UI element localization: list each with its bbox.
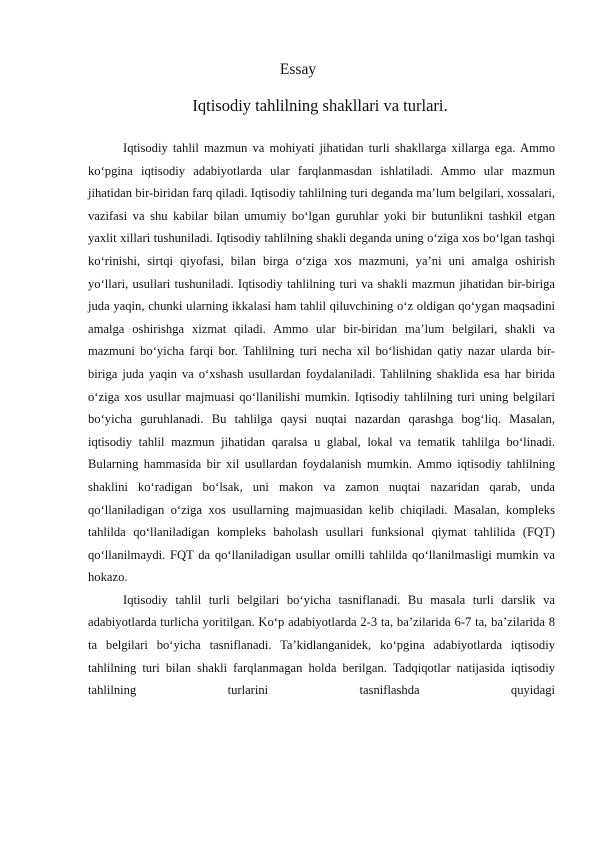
essay-heading: Essay bbox=[279, 61, 317, 78]
essay-body bbox=[88, 137, 555, 702]
essay-title: Iqtisodiy tahlilning shakllari va turlari. bbox=[192, 96, 448, 115]
paragraph: Iqtisodiy tahlil mazmun va mohiyati jihatidan turli shakllarga xillarga ega. Ammo ko‘pgina iqtisodiy adabiyotlarda ular farqlanmasdan ishlatiladi. Ammo ular mazmun jihatidan bir-biridan farq qiladi. Iqtisodiy tahlilning turi deganda ma’lum belgilari, xossalari, vazifasi va shu kabilar bilan umumiy bo‘lgan guruhlar yoki bir butunlikni tashkil etgan yaxlit xillari tushuniladi. Iqtisodiy tahlilning shakli deganda uning o‘ziga xos bo‘lgan tashqi ko‘rinishi, sirtqi qiyofasi, bilan birga o‘ziga xos mazmuni, ya’ni uni amalga oshirish yo‘llari, usullari tushuniladi. Iqtisodiy tahlilning turi va shakli mazmun jihatidan bir-biriga juda yaqin, chunki ularning ikkalasi ham tahlil qiluvchining o‘z oldigan qo‘ygan maqsadini amalga oshirishga xizmat qiladi. Ammo ular bir-biridan ma’lum belgilari, shakli va mazmuni bo‘yicha farqi bor. Tahlilning turi necha xil bo‘lishidan qatiy nazar ularda bir-biriga juda yaqin va o‘xshash usullardan foydalaniladi. Tahlilning shaklida esa har birida o‘ziga xos usullar majmuasi qo‘llanilishi mumkin. Iqtisodiy tahlilning turi uning belgilari bo‘yicha guruhlanadi. Bu tahlilga qaysi nuqtai nazardan qarashga bog‘liq. Masalan, iqtisodiy tahlil mazmun jihatidan qaralsa u glabal, lokal va tematik tahlilga bo‘linadi. Bularning hammasida bir xil usullardan foydalanish mumkin. Ammo iqtisodiy tahlilning shaklini ko‘radigan bo‘lsak, uni makon va zamon nuqtai nazaridan qarab, unda qo‘llaniladigan o‘ziga xos usullarning majmuasidan kelib chiqiladi. Masalan, kompleks tahlilda qo‘llaniladigan kompleks baholash usullari funksional qiymat tahlilida (FQT) qo‘llanilmaydi. FQT da qo‘llaniladigan usullar omilli tahlilda qo‘llanilmasligi mumkin va hokazo. bbox=[88, 141, 555, 585]
paragraph: Iqtisodiy tahlil turli belgilari bo‘yicha tasniflanadi. Bu masala turli darslik va adabiyotlarda turlicha yoritilgan. Ko‘p adabiyotlarda 2-3 ta, ba’zilarida 6-7 ta, ba’zilarida 8 ta belgilari bo‘yicha tasniflanadi. Ta’kidlanganidek, ko‘pgina adabiyotlarda iqtisodiy tahlilning turi bilan shakli farqlanmagan holda berilgan. Tadqiqotlar natijasida iqtisodiy tahlilning turlarini tasniflashda quyidagi bbox=[88, 592, 555, 698]
